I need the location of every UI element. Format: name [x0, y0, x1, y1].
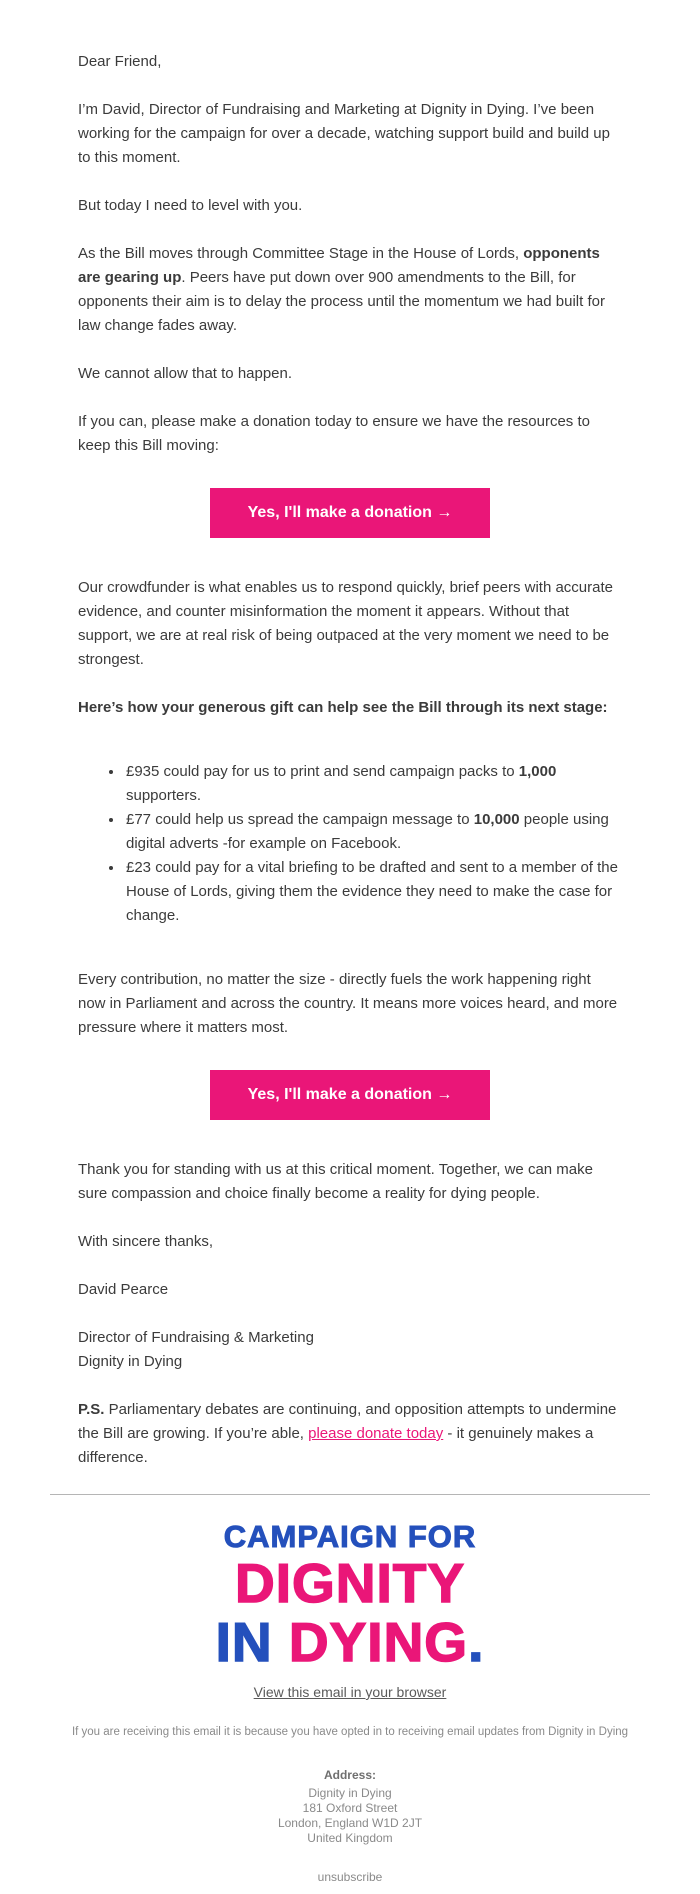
text-run: - it genuinely makes a difference.	[78, 1425, 594, 1466]
logo-word-in: IN	[215, 1611, 273, 1673]
signoff	[78, 1230, 622, 1254]
email-blocks	[50, 0, 650, 1470]
view-in-browser-link[interactable]: View this email in your browser	[253, 1684, 447, 1700]
text-run: We cannot allow that to happen.	[78, 365, 293, 382]
crowdfunder-paragraph	[78, 576, 622, 672]
logo-line-in-dying	[0, 1611, 700, 1673]
text-run: Every contribution, no matter the size - directly fuels the work happening right now in Parliament and across the country. It means more voices heard, and more pressure where it matters most.	[78, 971, 618, 1036]
address-block	[0, 1786, 700, 1846]
every-contribution-paragraph	[78, 968, 622, 1040]
gift-examples-list	[78, 760, 622, 928]
address-line: London, England W1D 2JT	[277, 1816, 423, 1830]
logo-line-campaign-for: CAMPAIGN FOR	[223, 1519, 477, 1554]
unsubscribe-link[interactable]: unsubscribe	[317, 1870, 383, 1884]
bold-text: 1,000	[518, 763, 557, 780]
signature-name	[78, 1278, 622, 1302]
bold-text: P.S.	[78, 1401, 105, 1418]
logo-dot: .	[468, 1611, 485, 1673]
bold-text: Here’s how your generous gift can help see the Bill through its next stage:	[78, 699, 608, 716]
intro-paragraph	[78, 98, 622, 170]
ask-paragraph	[78, 410, 622, 458]
donate-button-1[interactable]: Yes, I'll make a donation →	[210, 488, 490, 538]
text-run: David Pearce	[78, 1281, 169, 1298]
text-run: . Peers have put down over 900 amendments to the Bill, for opponents their aim is to delay the process until the momentum we had built for law change fades away.	[78, 269, 605, 334]
text-run: Director of Fundraising & Marketing	[78, 1329, 314, 1346]
text-run: With sincere thanks,	[78, 1233, 214, 1250]
text-run: But today I need to level with you.	[78, 197, 303, 214]
text-run: supporters.	[126, 787, 202, 804]
logo-word-dying: DYING	[288, 1611, 469, 1673]
greeting	[78, 50, 622, 74]
list-item	[124, 808, 622, 856]
donate-button-2[interactable]: Yes, I'll make a donation →	[210, 1070, 490, 1120]
logo-line-dignity: DIGNITY	[234, 1552, 466, 1614]
list-item	[124, 760, 622, 808]
text-run: people using digital adverts -for example on Facebook.	[126, 811, 609, 852]
gift-heading	[78, 696, 622, 720]
campaign-for-dignity-in-dying-logo	[0, 1519, 700, 1673]
opponents-paragraph	[78, 242, 622, 338]
text-run: £23 could pay for a vital briefing to be drafted and sent to a member of the House of Lords, giving them the evidence they need to make the case for change.	[126, 859, 618, 924]
address-line: United Kingdom	[307, 1831, 393, 1845]
list-item	[124, 856, 622, 928]
address-line: Dignity in Dying	[308, 1786, 392, 1800]
text-run: Dear Friend,	[78, 53, 162, 70]
cannot-allow-paragraph	[78, 362, 622, 386]
address-line: 181 Oxford Street	[302, 1801, 398, 1815]
donate-text-link[interactable]: please donate today	[308, 1425, 444, 1442]
donate-button-1-wrap	[78, 488, 622, 538]
level-paragraph	[78, 194, 622, 218]
bold-text: 10,000	[473, 811, 520, 828]
address-label: Address:	[323, 1768, 376, 1782]
bold-text: opponents are gearing up	[78, 245, 600, 286]
text-run: Our crowdfunder is what enables us to respond quickly, brief peers with accurate evidence, and counter misinformation the moment it appears. Without that support, we are at real risk of being outpaced at the very moment we need to be strongest.	[78, 579, 613, 668]
text-run: I’m David, Director of Fundraising and Marketing at Dignity in Dying. I’ve been working for the campaign for over a decade, watching support build and build up to this moment.	[78, 101, 610, 166]
text-run: As the Bill moves through Committee Stage in the House of Lords,	[78, 245, 524, 262]
footer	[0, 1495, 700, 1894]
text-run: Dignity in Dying	[78, 1353, 183, 1370]
text-run: £935 could pay for us to print and send campaign packs to	[126, 763, 519, 780]
donate-button-2-wrap	[78, 1070, 622, 1120]
text-run: Parliamentary debates are continuing, and opposition attempts to undermine the Bill are growing. If you’re able,	[78, 1401, 617, 1442]
optin-disclaimer-text: If you are receiving this email it is because you have opted in to receiving email updates from Dignity in Dying	[71, 1726, 629, 1738]
thanks-paragraph	[78, 1158, 622, 1206]
text-run: If you can, please make a donation today to ensure we have the resources to keep this Bill moving:	[78, 413, 590, 454]
ps-paragraph	[78, 1398, 622, 1470]
text-run: Thank you for standing with us at this critical moment. Together, we can make sure compassion and choice finally become a reality for dying people.	[78, 1161, 593, 1202]
text-run: £77 could help us spread the campaign message to	[126, 811, 474, 828]
email-body	[50, 0, 650, 1470]
signature-title	[78, 1326, 622, 1374]
